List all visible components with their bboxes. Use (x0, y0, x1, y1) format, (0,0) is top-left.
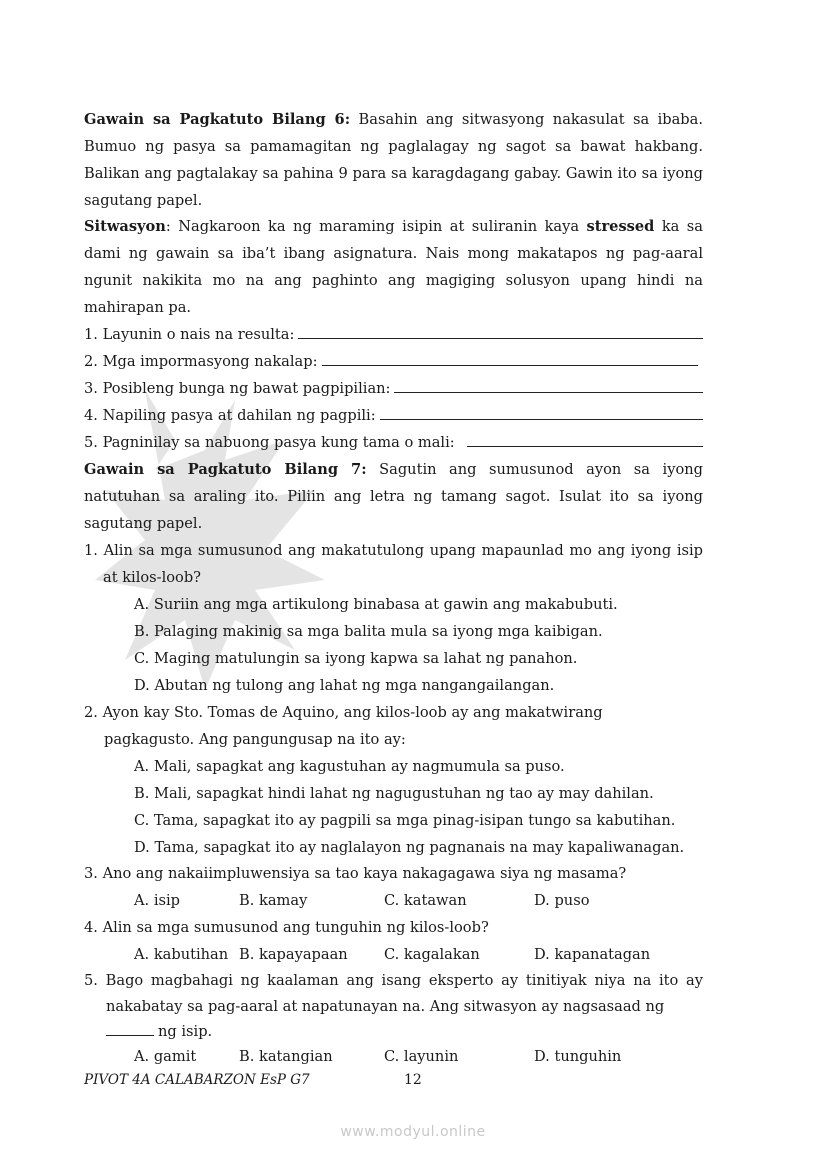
situation-label: Sitwasyon (84, 218, 166, 235)
question-5-line-2: nakabatay sa pag-aaral at napatunayan na. Ang sitwasyon ay nagsasaad ng (106, 998, 665, 1015)
option-c[interactable]: C. Maging matulungin sa iyong kapwa sa lahat ng panahon. (134, 650, 578, 667)
situation-text-1: : Nagkaroon ka ng maraming isipin at suliranin kaya (165, 218, 587, 235)
option-b[interactable]: B. kamay (239, 892, 308, 909)
option-d[interactable]: D. Tama, sapagkat ito ay naglalayon ng pagnanais na may kapaliwanagan. (134, 839, 685, 856)
option-c[interactable]: C. layunin (384, 1048, 459, 1065)
step-label: 1. Layunin o nais na resulta: (84, 326, 295, 343)
activity-6-intro (84, 106, 703, 214)
question-3-text: 3. Ano ang nakaiimpluwensiya sa tao kaya nakagagawa siya ng masama? (84, 865, 627, 882)
question-1 (84, 537, 703, 591)
situation-bold-word: stressed (586, 218, 655, 235)
situation-text-2: ka sa dami ng gawain sa iba’t ibang asignatura. Nais mong makatapos ng pag-aaral ngunit nakikita mo na ang paghinto ang magiging solusyon upang hindi na mahirapan pa. (84, 218, 703, 316)
activity-7-intro (84, 456, 703, 537)
answer-blank[interactable] (322, 348, 698, 366)
option-c[interactable]: C. katawan (384, 892, 467, 909)
answer-blank[interactable] (394, 375, 703, 393)
step-label: 4. Napiling pasya at dahilan ng pagpili: (84, 407, 376, 424)
answer-blank[interactable] (298, 321, 703, 339)
option-a[interactable]: A. Mali, sapagkat ang kagustuhan ay nagmumula sa puso. (134, 758, 565, 775)
option-a[interactable]: A. isip (134, 892, 180, 909)
footer-module-label: PIVOT 4A CALABARZON EsP G7 (84, 1072, 310, 1088)
question-2-line-1: 2. Ayon kay Sto. Tomas de Aquino, ang kilos-loob ay ang makatwirang (84, 704, 603, 721)
situation-paragraph (84, 213, 703, 321)
question-5-line-3 (106, 1018, 725, 1045)
activity-6-title: Gawain sa Pagkatuto Bilang 6: (84, 111, 351, 128)
option-a[interactable]: A. kabutihan (134, 946, 229, 963)
activity-7-title: Gawain sa Pagkatuto Bilang 7: (84, 461, 367, 478)
option-b[interactable]: B. Mali, sapagkat hindi lahat ng nagugustuhan ng tao ay may dahilan. (134, 785, 654, 802)
answer-blank[interactable] (467, 429, 703, 447)
step-label: 5. Pagninilay sa nabuong pasya kung tama o mali: (84, 434, 455, 451)
option-b[interactable]: B. katangian (239, 1048, 333, 1065)
option-a[interactable]: A. gamit (134, 1048, 197, 1065)
step-5-row (84, 429, 703, 456)
page-number: 12 (404, 1072, 422, 1088)
option-d[interactable]: D. puso (534, 892, 590, 909)
activity-7-instructions: Sagutin ang sumusunod ayon sa iyong natutuhan sa araling ito. Piliin ang letra ng tamang sagot. Isulat ito sa iyong sagutang papel. (84, 461, 703, 532)
option-b[interactable]: B. kapayapaan (239, 946, 348, 963)
question-2-line-2: pagkagusto. Ang pangungusap na ito ay: (104, 731, 406, 748)
option-d[interactable]: D. Abutan ng tulong ang lahat ng mga nangangailangan. (134, 677, 555, 694)
question-text: 1. Alin sa mga sumusunod ang makatutulong upang mapaunlad mo ang iyong isip at kilos-loob? (84, 542, 703, 586)
question-5-line-1: 5. Bago magbahagi ng kaalaman ang isang eksperto ay tinitiyak niya na ito ay (84, 972, 703, 989)
step-2-row (84, 348, 698, 375)
option-c[interactable]: C. Tama, sapagkat ito ay pagpili sa mga pinag-isipan tungo sa kabutihan. (134, 812, 676, 829)
fill-in-blank[interactable] (106, 1020, 154, 1036)
step-4-row (84, 402, 703, 429)
question-5-line-3-text: ng isip. (158, 1023, 213, 1040)
activity-6-instructions: Basahin ang sitwasyong nakasulat sa ibaba. Bumuo ng pasya sa pamamagitan ng paglalagay ng sagot sa bawat hakbang. Balikan ang pagtalakay sa pahina 9 para sa karagdagang gabay. Gawin ito sa iyong sagutang papel. (84, 111, 703, 209)
option-d[interactable]: D. tunguhin (534, 1048, 622, 1065)
site-watermark: www.modyul.online (340, 1124, 486, 1140)
step-label: 3. Posibleng bunga ng bawat pagpipilian: (84, 380, 391, 397)
step-3-row (84, 375, 703, 402)
option-d[interactable]: D. kapanatagan (534, 946, 651, 963)
option-b[interactable]: B. Palaging makinig sa mga balita mula sa iyong mga kaibigan. (134, 623, 603, 640)
step-1-row (84, 321, 703, 348)
question-4-text: 4. Alin sa mga sumusunod ang tunguhin ng kilos-loob? (84, 919, 489, 936)
option-a[interactable]: A. Suriin ang mga artikulong binabasa at gawin ang makabubuti. (134, 596, 618, 613)
option-c[interactable]: C. kagalakan (384, 946, 480, 963)
answer-blank[interactable] (380, 402, 703, 420)
step-label: 2. Mga impormasyong nakalap: (84, 353, 318, 370)
